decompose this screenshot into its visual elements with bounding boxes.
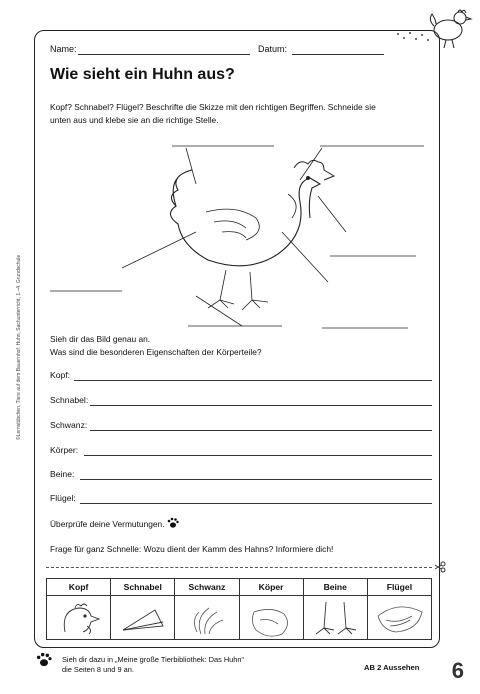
cutout-card-kopf[interactable] bbox=[47, 579, 111, 639]
hen-legs-icon bbox=[304, 596, 368, 640]
wing-icon bbox=[368, 596, 432, 640]
cutout-label-kopf: Kopf bbox=[47, 579, 110, 596]
beak-icon bbox=[111, 596, 175, 640]
field-fluegel[interactable] bbox=[80, 503, 432, 504]
hen-sketch bbox=[46, 136, 436, 332]
page-number: 6 bbox=[451, 658, 464, 683]
hen-body-icon bbox=[240, 596, 304, 640]
cutout-label-koerper: Köper bbox=[240, 579, 303, 596]
cutout-label-fluegel: Flügel bbox=[368, 579, 431, 596]
cut-line bbox=[46, 567, 432, 568]
tail-feathers-icon bbox=[175, 596, 239, 640]
footer-line-1: Sieh dir dazu in „Meine große Tierbibliothek: Das Huhn“ bbox=[62, 655, 244, 664]
hen-head-icon bbox=[47, 596, 111, 640]
field-koerper[interactable] bbox=[84, 455, 432, 456]
date-label: Datum: bbox=[258, 44, 288, 54]
field-beine[interactable] bbox=[80, 479, 432, 480]
quick-question: Frage für ganz Schnelle: Wozu dient der Kamm des Hahns? Informiere dich! bbox=[50, 544, 334, 554]
scissors-icon bbox=[434, 561, 446, 573]
cutout-label-schwanz: Schwanz bbox=[175, 579, 238, 596]
worksheet-badge: AB 2 Aussehen bbox=[364, 663, 420, 672]
check-text bbox=[50, 517, 179, 531]
check-text-label: Überprüfe deine Vermutungen. bbox=[50, 519, 165, 529]
paw-footer-icon bbox=[36, 652, 52, 668]
cutout-label-beine: Beine bbox=[304, 579, 367, 596]
footer-line-2: die Seiten 8 und 9 an. bbox=[62, 665, 134, 674]
instructions-line-2: unten aus und klebe sie an die richtige Stelle. bbox=[50, 115, 219, 125]
field-schnabel[interactable] bbox=[90, 405, 432, 406]
hen-decoration-icon bbox=[384, 4, 474, 50]
field-label-kopf: Kopf: bbox=[50, 370, 71, 380]
date-field[interactable] bbox=[292, 54, 384, 55]
name-field[interactable] bbox=[78, 54, 250, 55]
instructions-line-1: Kopf? Schnabel? Flügel? Beschrifte die Skizze mit den richtigen Begriffen. Schneide sie bbox=[50, 102, 376, 112]
cutout-strip bbox=[46, 578, 432, 640]
question-line-1: Sieh dir das Bild genau an. bbox=[50, 334, 151, 344]
cutout-card-fluegel[interactable] bbox=[368, 579, 431, 639]
cutout-card-beine[interactable] bbox=[304, 579, 368, 639]
paw-icon bbox=[167, 517, 179, 529]
cutout-card-koerper[interactable] bbox=[240, 579, 304, 639]
name-label: Name: bbox=[50, 44, 77, 54]
question-line-2: Was sind die besonderen Eigenschaften der Körperteile? bbox=[50, 347, 262, 357]
cutout-label-schnabel: Schnabel bbox=[111, 579, 174, 596]
field-label-beine: Beine: bbox=[50, 469, 75, 479]
side-credit: ©Lernstübchen, Tiere auf dem Bauernhof: Huhn, Sachunterricht, 1.–4. Grundschule bbox=[16, 254, 22, 440]
field-kopf[interactable] bbox=[74, 380, 432, 381]
field-label-schwanz: Schwanz: bbox=[50, 420, 88, 430]
field-label-schnabel: Schnabel: bbox=[50, 395, 89, 405]
field-label-koerper: Körper: bbox=[50, 445, 79, 455]
page-title: Wie sieht ein Huhn aus? bbox=[50, 66, 235, 83]
field-schwanz[interactable] bbox=[90, 430, 432, 431]
cutout-card-schwanz[interactable] bbox=[175, 579, 239, 639]
cutout-card-schnabel[interactable] bbox=[111, 579, 175, 639]
field-label-fluegel: Flügel: bbox=[50, 493, 76, 503]
